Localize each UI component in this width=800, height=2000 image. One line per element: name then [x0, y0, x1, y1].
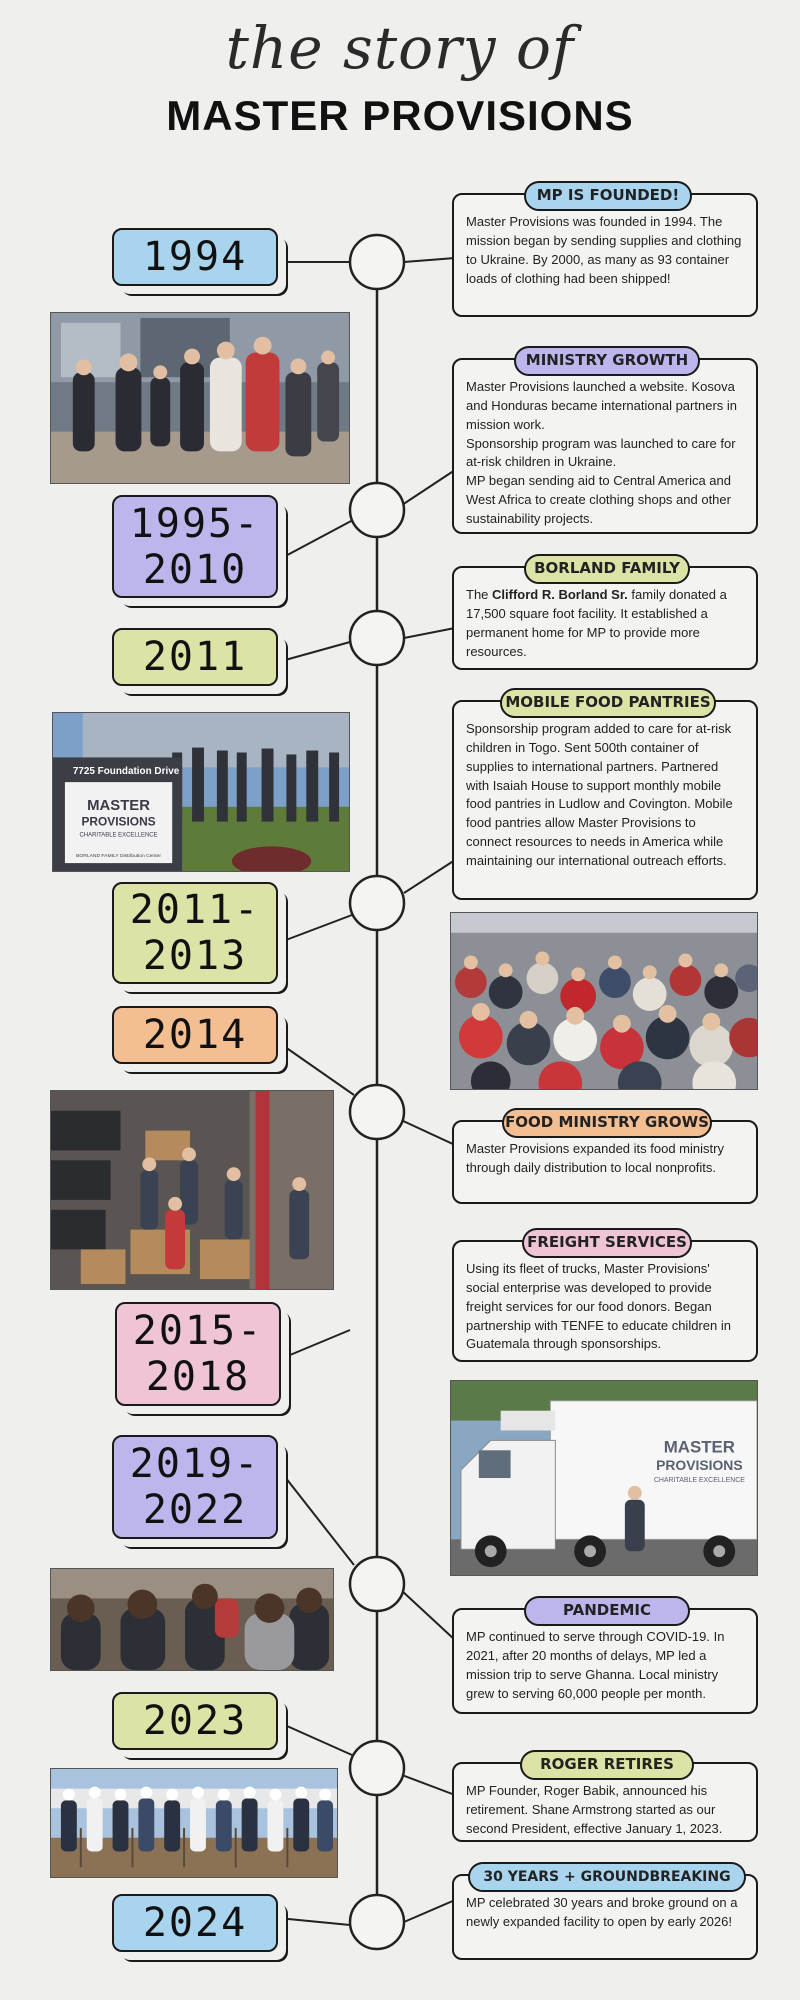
event-card-founded — [452, 186, 758, 317]
script-title: the story of — [225, 14, 575, 82]
year-box-2019-2022: 2019- 2022 — [112, 1435, 278, 1539]
event-title-pill: ROGER RETIRES — [520, 1750, 694, 1780]
event-text: Master Provisions launched a website. Kosova and Honduras became international partners in mission work. — [466, 379, 738, 432]
event-title-pill: FREIGHT SERVICES — [522, 1228, 692, 1258]
event-title-pill: MINISTRY GROWTH — [514, 346, 700, 376]
event-card-pandemic — [452, 1601, 758, 1714]
photo-pandemic-volunteers — [50, 1568, 334, 1671]
timeline-node — [350, 1085, 404, 1139]
timeline-node — [350, 611, 404, 665]
year-box-2014: 2014 — [112, 1006, 278, 1064]
connector — [401, 1120, 455, 1145]
connector — [278, 1918, 350, 1925]
sign-address: 7725 Foundation Drive — [72, 766, 180, 778]
timeline-node — [350, 1895, 404, 1949]
event-text: The Clifford R. Borland Sr. family donated a 17,500 square foot facility. It established a permanent home for MP to provide more resources. — [466, 587, 727, 659]
event-card-ministry-growth — [452, 351, 758, 534]
event-card-freight — [452, 1233, 758, 1362]
event-card-borland-family — [452, 559, 758, 670]
connector — [401, 1590, 455, 1640]
event-text: MP continued to serve through COVID-19. In 2021, after 20 months of delays, MP led a mission trip to serve Ghanna. Local ministry grew to serving 60,000 people per month. — [466, 1629, 725, 1701]
event-text: Master Provisions was founded in 1994. The mission began by sending supplies and clothing to Ukraine. By 2000, as many as 93 container loads of clothing had been shipped! — [466, 214, 742, 286]
sign-line3: CHARITABLE EXCELLENCE — [79, 832, 158, 839]
event-title-pill: MP IS FOUNDED! — [524, 181, 692, 211]
event-title-pill: PANDEMIC — [524, 1596, 690, 1626]
connector — [402, 470, 455, 505]
year-box-2011-2013: 2011- 2013 — [112, 882, 278, 984]
truck-line3: CHARITABLE EXCELLENCE — [653, 1476, 745, 1484]
year-box-2024: 2024 — [112, 1894, 278, 1952]
event-title-pill: BORLAND FAMILY — [524, 554, 690, 584]
timeline-node — [350, 876, 404, 930]
connector — [278, 1330, 350, 1360]
event-text: Master Provisions expanded its food ministry through daily distribution to local nonprofits. — [466, 1141, 724, 1175]
connector — [404, 860, 455, 893]
connector — [278, 520, 353, 560]
year-box-2011: 2011 — [112, 628, 278, 686]
photo-freight-truck — [450, 1380, 758, 1576]
connector — [404, 1900, 455, 1922]
photo-crowd — [450, 912, 758, 1090]
connector — [278, 1468, 354, 1565]
sign-line1: MASTER — [87, 797, 150, 814]
photo-warehouse-sorting — [50, 1090, 334, 1290]
timeline-node — [350, 483, 404, 537]
event-card-roger-retires — [452, 1755, 758, 1842]
sign-footer: BORLAND FAMILY Distribution Center — [76, 854, 161, 860]
year-box-1995-2010: 1995- 2010 — [112, 495, 278, 598]
event-card-mobile-food — [452, 693, 758, 900]
photo-groundbreaking — [50, 1768, 338, 1878]
connector — [402, 1775, 455, 1795]
event-text-bold: Clifford R. Borland Sr. — [492, 587, 628, 602]
photo-founders-group — [50, 312, 350, 484]
event-card-30-years — [452, 1868, 758, 1960]
event-card-food-ministry — [452, 1113, 758, 1204]
main-title: MASTER PROVISIONS — [166, 92, 634, 139]
event-text: Sponsorship program added to care for at-risk children in Togo. Sent 500th container of supplies to international partners. Partnered with Isaiah House to support monthly mobile food pantries in Ludlow and Covington. Mobile food pantries allow Master Provisions to connect resources to needs in America while maintaining our international outreach efforts. — [466, 721, 733, 868]
event-title-pill: FOOD MINISTRY GROWS — [502, 1108, 712, 1138]
connector — [404, 258, 455, 262]
event-title-pill: MOBILE FOOD PANTRIES — [500, 688, 716, 718]
event-text: MP celebrated 30 years and broke ground on a newly expanded facility to open by early 2026! — [466, 1895, 738, 1929]
timeline-node — [350, 1557, 404, 1611]
event-text: MP began sending aid to Central America and West Africa to create clothing shops and other sustainability projects. — [466, 473, 731, 526]
connector — [278, 642, 350, 662]
truck-line1: MASTER — [663, 1437, 736, 1457]
year-box-2023: 2023 — [112, 1692, 278, 1750]
connector — [278, 915, 352, 943]
event-text: Using its fleet of trucks, Master Provisions' social enterprise was developed to provide freight services for our food donors. Began partnership with TENFE to educate children in Guatemala through sponsorships. — [466, 1261, 731, 1352]
connector — [278, 1722, 352, 1755]
connector — [278, 1042, 354, 1095]
photo-foundation-drive-sign — [52, 712, 350, 872]
timeline-node — [350, 235, 404, 289]
timeline-node — [350, 1741, 404, 1795]
event-title-pill: 30 YEARS + GROUNDBREAKING — [468, 1862, 746, 1892]
event-text: MP Founder, Roger Babik, announced his retirement. Shane Armstrong started as our second President, effective January 1, 2023. — [466, 1783, 723, 1836]
year-box-2015-2018: 2015- 2018 — [115, 1302, 281, 1406]
connector — [404, 628, 455, 638]
event-text: Sponsorship program was launched to care for at-risk children in Ukraine. — [466, 435, 736, 470]
year-box-1994: 1994 — [112, 228, 278, 286]
truck-line2: PROVISIONS — [656, 1457, 743, 1474]
sign-line2: PROVISIONS — [81, 814, 156, 829]
